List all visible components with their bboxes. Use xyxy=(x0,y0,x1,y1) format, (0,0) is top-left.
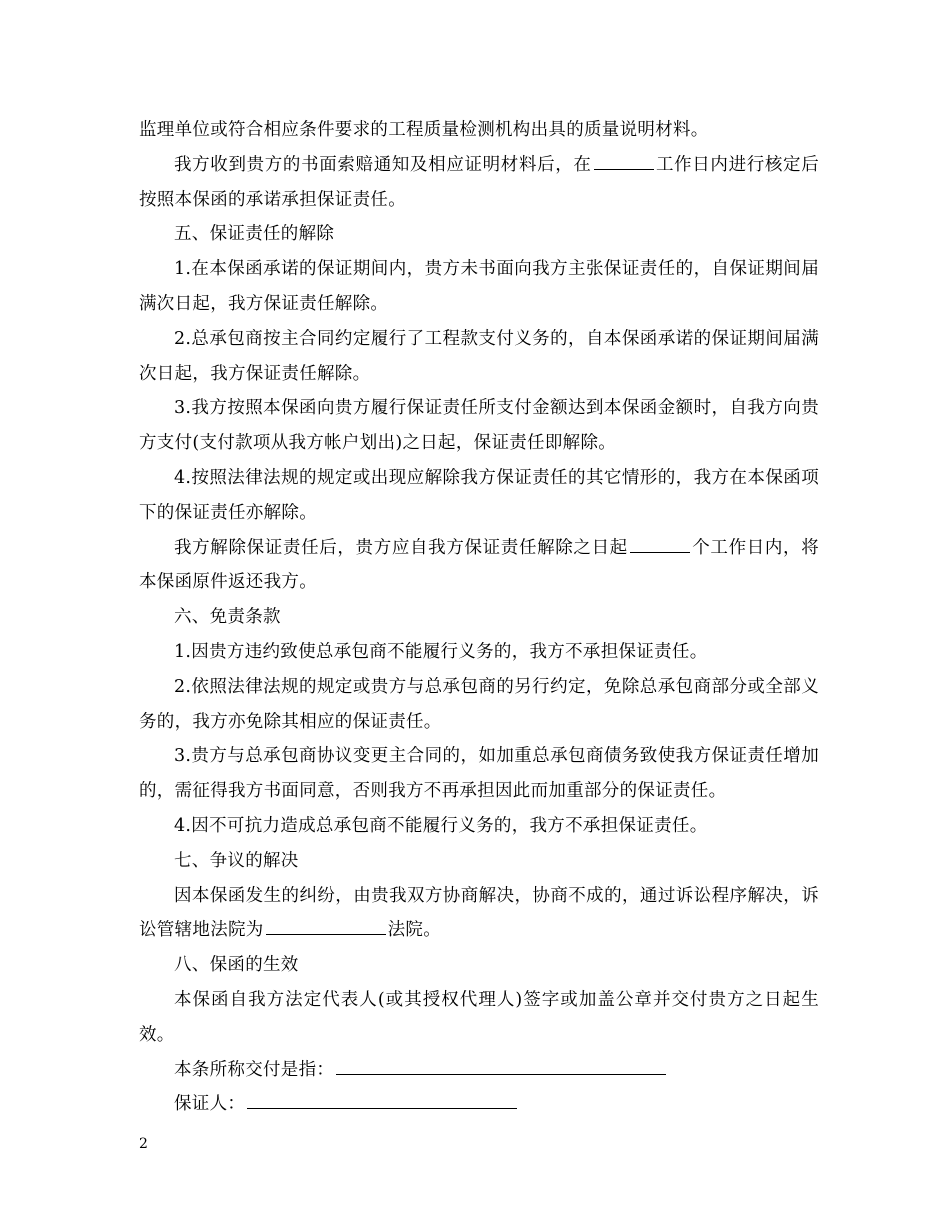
paragraph-text: 工作日内进行核定后按照本保函的承诺承担保证责任。 xyxy=(139,154,819,210)
paragraph-p16 xyxy=(139,948,819,983)
paragraph-text: 七、争议的解决 xyxy=(174,850,299,871)
paragraph-text: 本条所称交付是指： xyxy=(174,1059,335,1080)
paragraph-text: 3.我方按照本保函向贵方履行保证责任所支付金额达到本保函金额时，自我方向贵方支付(支付款项从我方帐户划出)之日起，保证责任即解除。 xyxy=(139,398,819,454)
fill-in-blank-line[interactable] xyxy=(594,149,654,170)
paragraph-p4 xyxy=(139,252,819,322)
paragraph-text: 1.因贵方违约致使总承包商不能履行义务的，我方不承担保证责任。 xyxy=(174,641,708,662)
paragraph-p8 xyxy=(139,531,819,601)
paragraph-text: 1.在本保函承诺的保证期间内，贵方未书面向我方主张保证责任的，自保证期间届满次日起，我方保证责任解除。 xyxy=(139,259,819,314)
paragraph-p15 xyxy=(139,879,819,949)
paragraph-text: 3.贵方与总承包商协议变更主合同的，如加重总承包商债务致使我方保证责任增加的，需征得我方书面同意，否则我方不再承担因此而加重部分的保证责任。 xyxy=(139,746,819,802)
paragraph-p17 xyxy=(139,983,819,1053)
fill-in-blank-line[interactable] xyxy=(247,1088,517,1109)
paragraph-text: 我方收到贵方的书面索赔通知及相应证明材料后，在 xyxy=(174,154,592,175)
paragraph-text: 因本保函发生的纠纷，由贵我双方协商解决，协商不成的，通过诉讼程序解决，诉讼管辖地法院为 xyxy=(139,885,819,941)
document-body xyxy=(139,113,819,1122)
paragraph-p19 xyxy=(139,1087,819,1122)
paragraph-p1 xyxy=(139,113,819,148)
paragraph-p5 xyxy=(139,322,819,392)
paragraph-text: 八、保函的生效 xyxy=(174,955,299,976)
paragraph-text: 2.依照法律法规的规定或贵方与总承包商的另行约定，免除总承包商部分或全部义务的，我方亦免除其相应的保证责任。 xyxy=(139,676,819,732)
paragraph-p7 xyxy=(139,461,819,531)
fill-in-blank-line[interactable] xyxy=(630,532,690,553)
paragraph-text: 保证人： xyxy=(174,1094,246,1115)
paragraph-text: 我方解除保证责任后，贵方应自我方保证责任解除之日起 xyxy=(174,537,628,558)
paragraph-text: 个工作日内，将本保函原件返还我方。 xyxy=(139,537,819,593)
paragraph-text: 4.因不可抗力造成总承包商不能履行义务的，我方不承担保证责任。 xyxy=(174,815,708,836)
paragraph-text: 五、保证责任的解除 xyxy=(174,224,335,245)
paragraph-p9 xyxy=(139,600,819,635)
paragraph-text: 法院。 xyxy=(387,920,442,941)
paragraph-p6 xyxy=(139,391,819,461)
paragraph-p13 xyxy=(139,809,819,844)
paragraph-p2 xyxy=(139,148,819,218)
paragraph-text: 2.总承包商按主合同约定履行了工程款支付义务的，自本保函承诺的保证期间届满次日起，我方保证责任解除。 xyxy=(139,328,819,384)
paragraph-p10 xyxy=(139,635,819,670)
paragraph-text: 监理单位或符合相应条件要求的工程质量检测机构出具的质量说明材料。 xyxy=(139,120,709,140)
paragraph-p18 xyxy=(139,1053,819,1088)
fill-in-blank-line[interactable] xyxy=(336,1054,666,1075)
paragraph-p3 xyxy=(139,217,819,252)
paragraph-p12 xyxy=(139,739,819,809)
paragraph-p11 xyxy=(139,670,819,740)
page-number: 2 xyxy=(139,1136,148,1152)
paragraph-p14 xyxy=(139,844,819,879)
paragraph-text: 六、免责条款 xyxy=(174,607,281,628)
fill-in-blank-line[interactable] xyxy=(266,914,386,935)
paragraph-text: 本保函自我方法定代表人(或其授权代理人)签字或加盖公章并交付贵方之日起生效。 xyxy=(139,989,819,1045)
paragraph-text: 4.按照法律法规的规定或出现应解除我方保证责任的其它情形的，我方在本保函项下的保证责任亦解除。 xyxy=(139,467,819,523)
